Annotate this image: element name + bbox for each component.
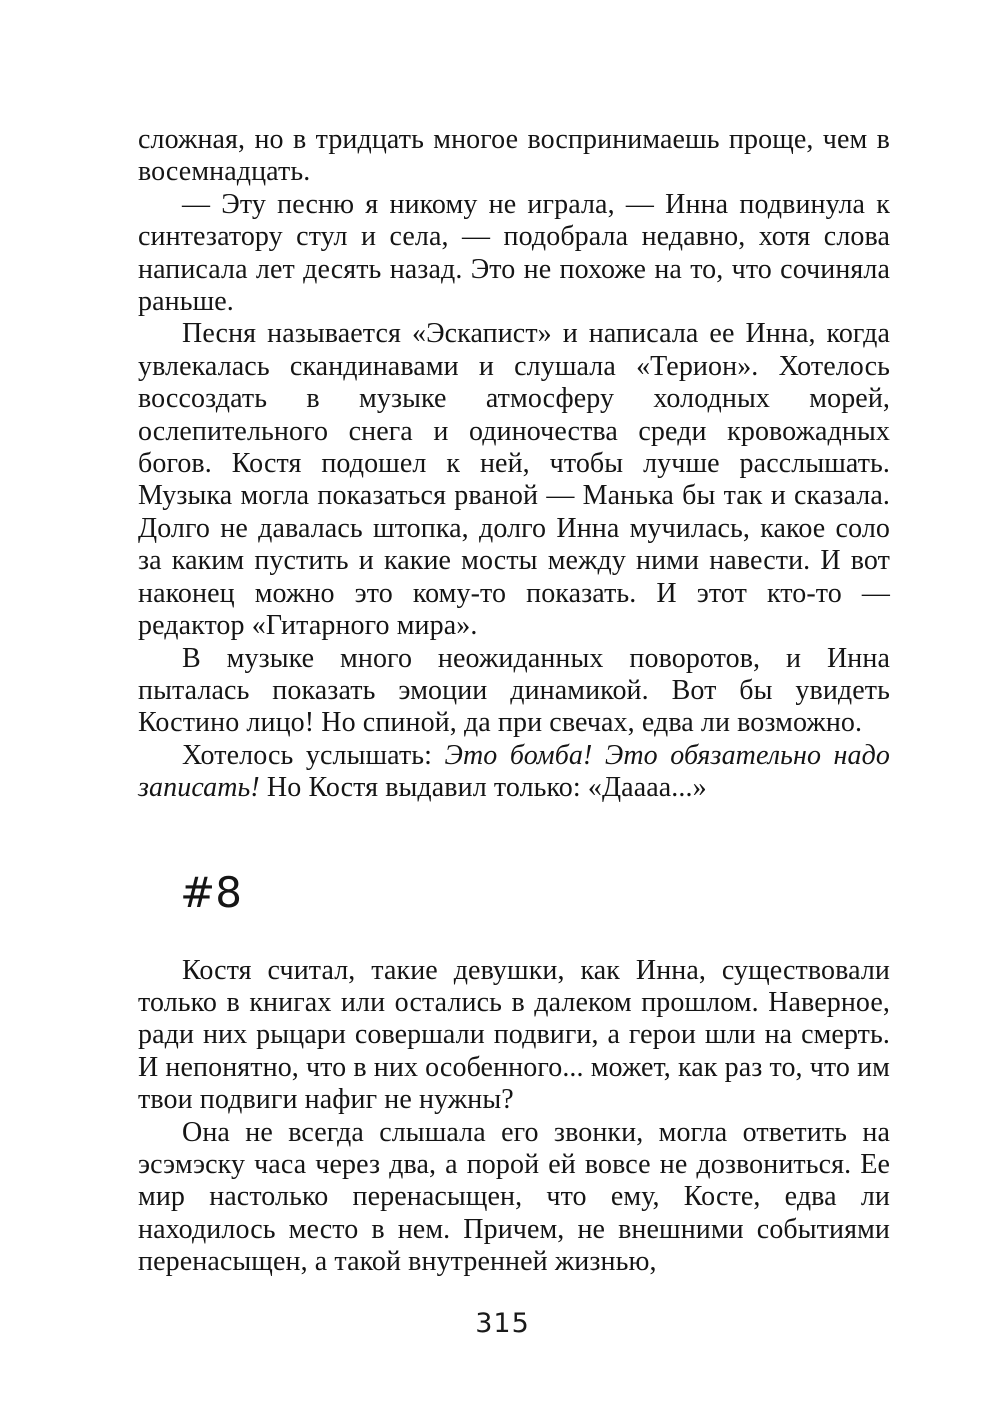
paragraph <box>138 955 890 1117</box>
paragraph <box>138 740 890 805</box>
text-run: Хотелось услышать: <box>182 739 445 771</box>
text-run: Песня называется «Эскапист» и написала ее Инна, когда увлекалась скандинавами и слушала «Терион». Хотелось воссоздать в музыке атмосферу холодных морей, ослепительного снега и одиночества среди кровожадных богов. Костя подошел к ней, чтобы лучше расслышать. Музыка могла показаться рваной — Манька бы так и сказала. Долго не давалась штопка, долго Инна мучилась, какое соло за каким пустить и какие мосты между ними навести. И вот наконец можно это кому-то показать. И этот кто-то — редактор «Гитарного мира». <box>138 318 890 642</box>
text-run: сложная, но в тридцать многое воспринимаешь проще, чем в восемнадцать. <box>138 124 890 188</box>
paragraph <box>138 124 890 189</box>
text-run: Но Костя выдавил только: «Даааа...» <box>259 772 707 804</box>
paragraphs-after-heading <box>138 955 890 1279</box>
chapter-heading: #8 <box>180 867 242 917</box>
paragraph <box>138 643 890 740</box>
paragraph <box>138 318 890 642</box>
text-run: — Эту песню я никому не играла, — Инна подвинула к синтезатору стул и села, — подобрала недавно, хотя слова написала лет десять назад. Это не похоже на то, что сочиняла раньше. <box>138 188 890 318</box>
text-run: В музыке много неожиданных поворотов, и Инна пыталась показать эмоции динамикой. Вот бы увидеть Костино лицо! Но спиной, да при свечах, едва ли возможно. <box>138 642 890 739</box>
page-number: 315 <box>475 1308 530 1339</box>
page-footer <box>0 1308 1005 1339</box>
text-run: Она не всегда слышала его звонки, могла ответить на эсэмэску часа через два, а порой ей вовсе не дозвониться. Ее мир настолько перенасыщен, что ему, Косте, едва ли находилось место в нем. Причем, не внешними событиями перенасыщен, а такой внутренней жизнью, <box>138 1116 890 1278</box>
paragraphs-before-heading <box>138 124 890 805</box>
paragraph <box>138 1117 890 1279</box>
text-run: Костя считал, такие девушки, как Инна, существовали только в книгах или остались в далеком прошлом. Наверное, ради них рыцари совершали подвиги, а герои шли на смерть. И непонятно, что в них особенного... может, как раз то, что им твои подвиги нафиг не нужны? <box>138 954 891 1116</box>
paragraph <box>138 189 890 319</box>
text-run-italic: Это бомба! Это обязательно надо записать! <box>138 739 891 804</box>
text-column <box>138 124 890 1279</box>
